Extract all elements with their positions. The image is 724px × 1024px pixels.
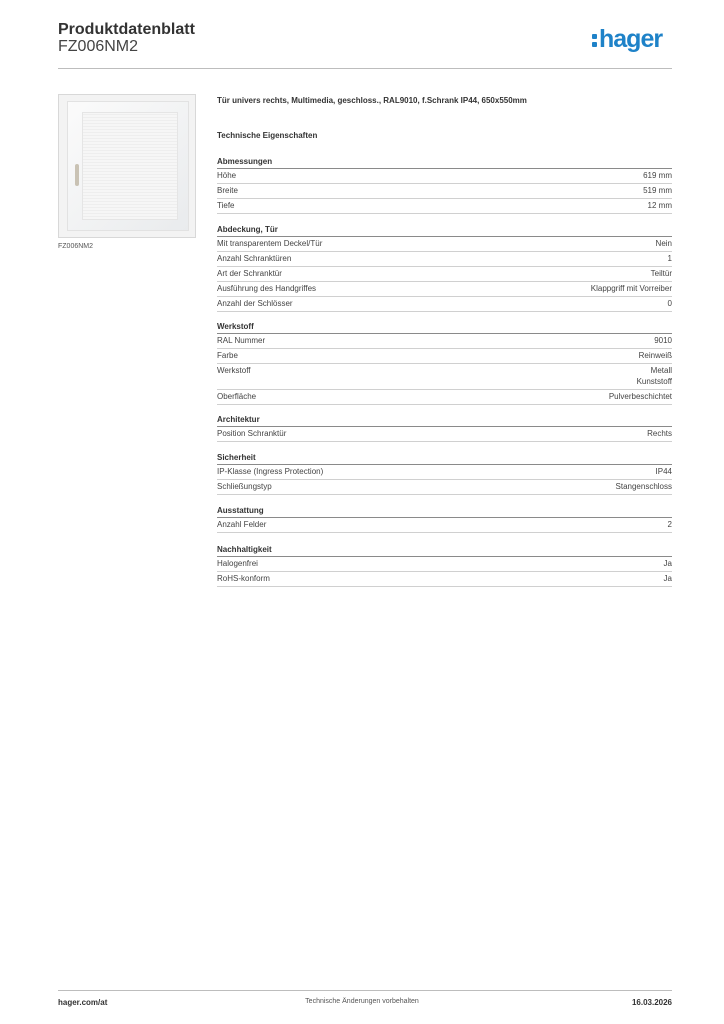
footer-divider xyxy=(58,990,672,991)
spec-label: Anzahl Felder xyxy=(217,520,267,529)
section-title: Werkstoff xyxy=(217,321,672,334)
spec-row xyxy=(217,252,672,267)
spec-value: 619 mm xyxy=(643,171,672,180)
spec-row xyxy=(217,557,672,572)
section-title: Nachhaltigkeit xyxy=(217,544,672,557)
spec-label: Halogenfrei xyxy=(217,559,258,568)
technical-heading: Technische Eigenschaften xyxy=(217,131,318,140)
logo-text: hager xyxy=(599,25,663,53)
hager-logo[interactable] xyxy=(592,27,662,52)
section-abdeckung-tuer xyxy=(217,224,672,312)
spec-row xyxy=(217,297,672,312)
spec-label: Werkstoff xyxy=(217,366,251,375)
spec-label: Anzahl Schranktüren xyxy=(217,254,292,263)
footer-date: 16.03.2026 xyxy=(631,998,672,1007)
spec-row xyxy=(217,390,672,405)
section-title: Ausstattung xyxy=(217,505,672,518)
spec-row xyxy=(217,427,672,442)
spec-label: RAL Nummer xyxy=(217,336,266,345)
header-divider xyxy=(58,68,672,69)
spec-label: Position Schranktür xyxy=(217,429,287,438)
footer-website-link[interactable]: hager.com/at xyxy=(58,998,108,1007)
spec-row xyxy=(217,169,672,184)
spec-row xyxy=(217,282,672,297)
spec-row xyxy=(217,572,672,587)
spec-value: Stangenschloss xyxy=(615,482,672,491)
spec-label: Ausführung des Handgriffes xyxy=(217,284,317,293)
spec-value: Rechts xyxy=(647,429,672,438)
spec-row xyxy=(217,349,672,364)
door-frame xyxy=(67,101,189,231)
product-number: FZ006NM2 xyxy=(58,38,139,55)
spec-row xyxy=(217,199,672,214)
page-title: Produktdatenblatt xyxy=(58,21,195,38)
spec-label: Farbe xyxy=(217,351,238,360)
spec-value: Teiltür xyxy=(650,269,672,278)
door-panel xyxy=(82,112,178,220)
spec-label: RoHS-konform xyxy=(217,574,270,583)
spec-label: Art der Schranktür xyxy=(217,269,282,278)
spec-value: 2 xyxy=(667,520,672,529)
logo-mark-icon xyxy=(592,32,597,48)
spec-row xyxy=(217,518,672,533)
spec-value: 519 mm xyxy=(643,186,672,195)
spec-value: Klappgriff mit Vorreiber xyxy=(590,284,672,293)
section-sicherheit xyxy=(217,452,672,495)
spec-label: Breite xyxy=(217,186,238,195)
spec-label: Tiefe xyxy=(217,201,235,210)
spec-value: 9010 xyxy=(654,336,672,345)
spec-label: Mit transparentem Deckel/Tür xyxy=(217,239,323,248)
section-title: Abmessungen xyxy=(217,156,672,169)
spec-row xyxy=(217,334,672,349)
spec-row xyxy=(217,465,672,480)
spec-label: IP-Klasse (Ingress Protection) xyxy=(217,467,324,476)
spec-value: Reinweiß xyxy=(638,351,672,360)
spec-value: IP44 xyxy=(655,467,672,476)
door-handle-icon xyxy=(75,164,79,186)
spec-row xyxy=(217,184,672,199)
spec-row xyxy=(217,364,672,390)
section-abmessungen xyxy=(217,156,672,214)
spec-row xyxy=(217,267,672,282)
spec-value: Ja xyxy=(663,559,672,568)
spec-label: Schließungstyp xyxy=(217,482,272,491)
section-ausstattung xyxy=(217,505,672,533)
section-nachhaltigkeit xyxy=(217,544,672,587)
section-werkstoff xyxy=(217,321,672,405)
spec-label: Anzahl der Schlösser xyxy=(217,299,293,308)
image-caption: FZ006NM2 xyxy=(58,243,94,250)
section-title: Architektur xyxy=(217,414,672,427)
section-title: Sicherheit xyxy=(217,452,672,465)
spec-row xyxy=(217,237,672,252)
product-description: Tür univers rechts, Multimedia, geschloss., RAL9010, f.Schrank IP44, 650x550mm xyxy=(217,96,527,105)
footer-disclaimer: Technische Änderungen vorbehalten xyxy=(305,998,419,1005)
spec-value: 1 xyxy=(667,254,672,263)
spec-value: 0 xyxy=(667,299,672,308)
spec-value: Pulverbeschichtet xyxy=(608,392,672,401)
spec-label: Oberfläche xyxy=(217,392,257,401)
section-title: Abdeckung, Tür xyxy=(217,224,672,237)
spec-label: Höhe xyxy=(217,171,237,180)
section-architektur xyxy=(217,414,672,442)
spec-value: Nein xyxy=(655,239,672,248)
spec-value: 12 mm xyxy=(647,201,672,210)
product-image xyxy=(58,94,196,238)
spec-value: Metall Kunststoff xyxy=(636,366,672,386)
spec-value: Ja xyxy=(663,574,672,583)
spec-row xyxy=(217,480,672,495)
